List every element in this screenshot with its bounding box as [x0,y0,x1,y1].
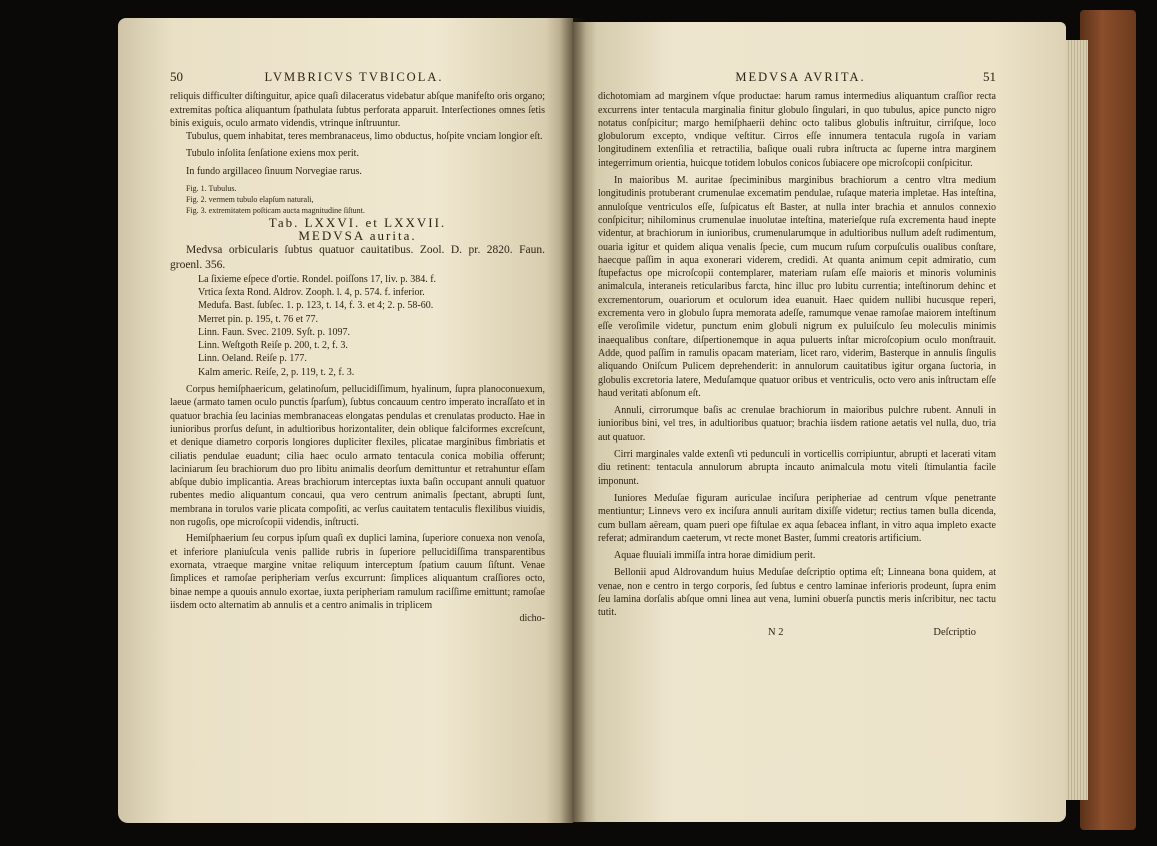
paragraph: dichotomiam ad marginem vſque productae: harum ramus intermedius aliquantum craſſior recta excurrens inter tentacula marginalia finitur globulo ſingulari, in quo tubulus, apice puncto nigro notatus conſpicitur; margo hemiſphaerii dehinc octo talibus globulis inſtruitur, cirriſque, loco globulorum excepto, vndique veſtitur. Cirros eſſe innumera tentacula rugoſa in variam longitudinem extenſilia et retractilia, baſique ouali rubra inſtructa ac ſuperne intra marginem integerrimum orientia, huicque totidem lobulos conicos ſubiacere ope microſcopii conſpicitur. [598,91,996,169]
paragraph: In maioribus M. auritae ſpeciminibus marginibus brachiorum a centro vltra medium longitudinis protuberant crumenulae excematim pendulae, ruſaque materia impletae. Has inteſtina, annuloſque ventriculos eſſe, ſuſpicatus eſt Baster, at nulla inter brachia et annulos connexio conſpicitur; nihilominus crumenulae inuolutae inteſtina, materieſque ruſa excrementa haud inepte videntur, at brachiorum in iunioribus, crumenularumque in adultioribus nullum adeſt rudimentum, ouaria igitur et quidem aliqua venalis ſpecie, cum mucum ruſum corpuſculis oualibus conſtare, haecque paſſim in aqua exonerari viderem, credidi. At quanta animum cepit admiratio, cum ſtupefactus ope microſcopii contemplarer, materiam ruſam eſſe maioris et minoris voluminis animalcula, interaneis reticularibus farcta, hinc illuc pro lubitu currentia; inteſtinorum dehinc et excrementorum, ouariorum et oculorum idea euanuit. Haec quidem nullibi hucusque reperi, excrementa vero in globulo ſupra memorata adeſſe, ramumque venae ramoſae maiorem inteſtinum eſſe veroſimile videtur, punctum enim globuli nigrum ex puluiſculo ſeu moleculis minimis inaequalibus conſtare, diſpertionemque in aqua puluerts inſtar microſcopium oculo monſtrauit. Adde, quod paſſim in ramulis opacam materiam, licet raro, viderim, Basterque in annulis ſingulis aliquando Oniſcum Pulicem deprehenderit: in annulorum cauitatibus igitur organa ſuctoria, in globulis excretoria latere, Meduſamque quatuor oribus et ventriculis, octo vero anis inſtructam eſſe haud veritati abſonum eſt. [598,175,996,399]
paragraph: Hemiſphaerium ſeu corpus ipſum quaſi ex duplici lamina, ſuperiore conuexa non venoſa, et inferiore planiuſcula venis pallide rubris in ſuperiore pellucidiſſima transparentibus exornata, vtraeque margine vnitae reliquum interceptum ſpatium cauum ſiſtunt. Venae ſimplices et ramoſae peripheriam verſus excurrunt: ſimplices aliquantum craſſiores octo, binae nempe a quouis annulo exortae, iuxta peripheriam ramulum raciſſime emittunt; ramoſae iisdem octo alternatim ab annulis et a centro animalis in triplicem [170,533,545,611]
plate-heading: Tab. LXXVI. et LXXVII. [268,215,447,231]
right-running-head: MEDVSA AVRITA. [735,70,866,84]
paragraph: Iuniores Meduſae figuram auriculae inciſura peripheriae ad centrum vſque penetrante mentiuntur; Linnevs vero ex inciſura annuli auritam dixiſſe videtur; rectius tamen bulla dicenda, cum bullam aëream, quam pueri ope fiſtulae ex aqua ſebacea inflant, in vitro aqua impleto exacte referat; admirandum caeterum, vt recte monet Baster, ſummi creatoris artificium. [598,492,996,544]
book-gutter-shadow [560,18,586,823]
paragraph: Annuli, cirrorumque baſis ac crenulae brachiorum in maioribus pulchre rubent. Annuli in iunioribus bini, vel tres, in adultioribus quatuor; brachia iisdem ratione aetatis vel nulla, duo, tria aut quatuor. [598,405,996,443]
page-footer [598,620,996,639]
synonym: Medufa. Bast. ſubſec. 1. p. 123, t. 14, f. 3. et 4; 2. p. 58-60. [198,300,434,312]
signature-mark: N 2 [768,626,784,638]
right-page [572,22,1066,822]
catchword: dicho- [519,613,545,625]
paragraph: Tubulus, quem inhabitat, teres membranaceus, limo obductus, hoſpite vnciam longior eſt. [186,131,543,143]
left-running-header [170,70,545,84]
left-page-number: 50 [170,69,183,84]
left-page [118,18,573,823]
left-page-text [170,70,545,625]
paragraph: Bellonii apud Aldrovandum huius Meduſae deſcriptio optima eſt; Linneana bona quidem, at venae, non e centro in tergo corporis, ſed ſubtus e centro laminae inferioris prodeunt, ſupra enim ſeu lamina dorſalis abſque omni linea aut vena, lumini obuerſa punctis meris inſcribitur, nec tactu tutit. [598,567,996,619]
species-line: Medvsa orbicularis ſubtus quatuor cauitatibus. Zool. D. pr. 2820. Faun. groenl. 356. [170,243,545,271]
figure-caption: Fig. 2. vermem tubulo elapſum naturali, [186,195,314,205]
left-running-head: LVMBRICVS TVBICOLA. [264,70,444,84]
synonym: Linn. Faun. Svec. 2109. Syſt. p. 1097. [198,326,350,338]
synonym: Kalm americ. Reiſe, 2, p. 119, t. 2, f. 3. [198,366,355,378]
paragraph: Tubulo inſolita ſenſatione exiens mox perit. [186,148,359,160]
right-page-number: 51 [982,69,996,84]
synonym: La ſixieme eſpece d'ortie. Rondel. poiſſons 17, liv. p. 384. f. [198,273,437,285]
figure-caption: Fig. 1. Tubulus. [186,184,237,194]
paragraph: Aquae fluuiali immiſſa intra horae dimidium perit. [614,550,816,562]
synonym: Linn. Weſtgoth Reiſe p. 200, t. 2, f. 3. [198,340,348,352]
right-page-text [598,70,996,639]
catchword: Deſcriptio [933,626,976,638]
genus-heading: MEDVSA aurita. [298,228,417,244]
paragraph: reliquis difficulter diſtinguitur, apice quaſi dilaceratus videbatur abſque manifeſto oris organo; extremitas poſtica aliquantum ſpathulata ſubtus perforata apparuit. Interſectiones omnes ſetis binis exiguis, oculo armato videndis, vtrinque inſtruuntur. [170,91,545,129]
synonym: Merret pin. p. 195, t. 76 et 77. [198,313,318,325]
right-running-header [598,70,996,84]
synonym: Vrtica ſexta Rond. Aldrov. Zooph. l. 4, p. 574. f. inferior. [198,286,425,298]
synonym: Linn. Oeland. Reiſe p. 177. [198,353,307,365]
book-cover-right [1080,10,1136,830]
paragraph: Cirri marginales valde extenſi vti pedunculi in vorticellis corripiuntur, abrupti et lacerati vitam diu retinent: tentacula annulorum abrupta incauto animalcula motu viteli ſtimulantia facile imponunt. [598,449,996,487]
paragraph: In fundo argillaceo ſinuum Norvegiae rarus. [186,165,362,177]
paragraph: Corpus hemiſphaericum, gelatinoſum, pellucidiſſimum, hyalinum, ſupra planoconuexum, laeue (armato tamen oculo punctis ſparſum), ſubtus concauum centro imperato incraſſato et in quatuor brachia ſeu lacinias membranaceas elongatas pendulas et crenulatas producto. Hae in iunioribus prorſus deſunt, in adultioribus horizontaliter, dein oblique falciformes excreſcunt, et denique diametro corporis longiores dupliciter flexiles, plicatae marginibus fimbriatis et ciliatis pendulae euadunt; cilia haec oculo armato tentacula conica mobilia offerunt; laciniarum ſeu brachiorum duo pro libitu animalis deorſum demittuntur et retrahuntur eſſam abſque dubio implicantia. Areas brachiorum interceptas iuxta baſin occupant annuli quatuor rubentes medio aliquantum concaui, qua vero centrum animalis ſpectant, abrupti ſunt, membrana in torulos varie plicata compoſiti, ac verſus cauitatem tentaculis flexilibus viuidis, non rugoſis, ope microſcopii videndis, inſtructi. [170,384,545,529]
figure-caption: Fig. 3. extremitatem poſticam aucta magnitudine ſiſtunt. [186,206,365,216]
